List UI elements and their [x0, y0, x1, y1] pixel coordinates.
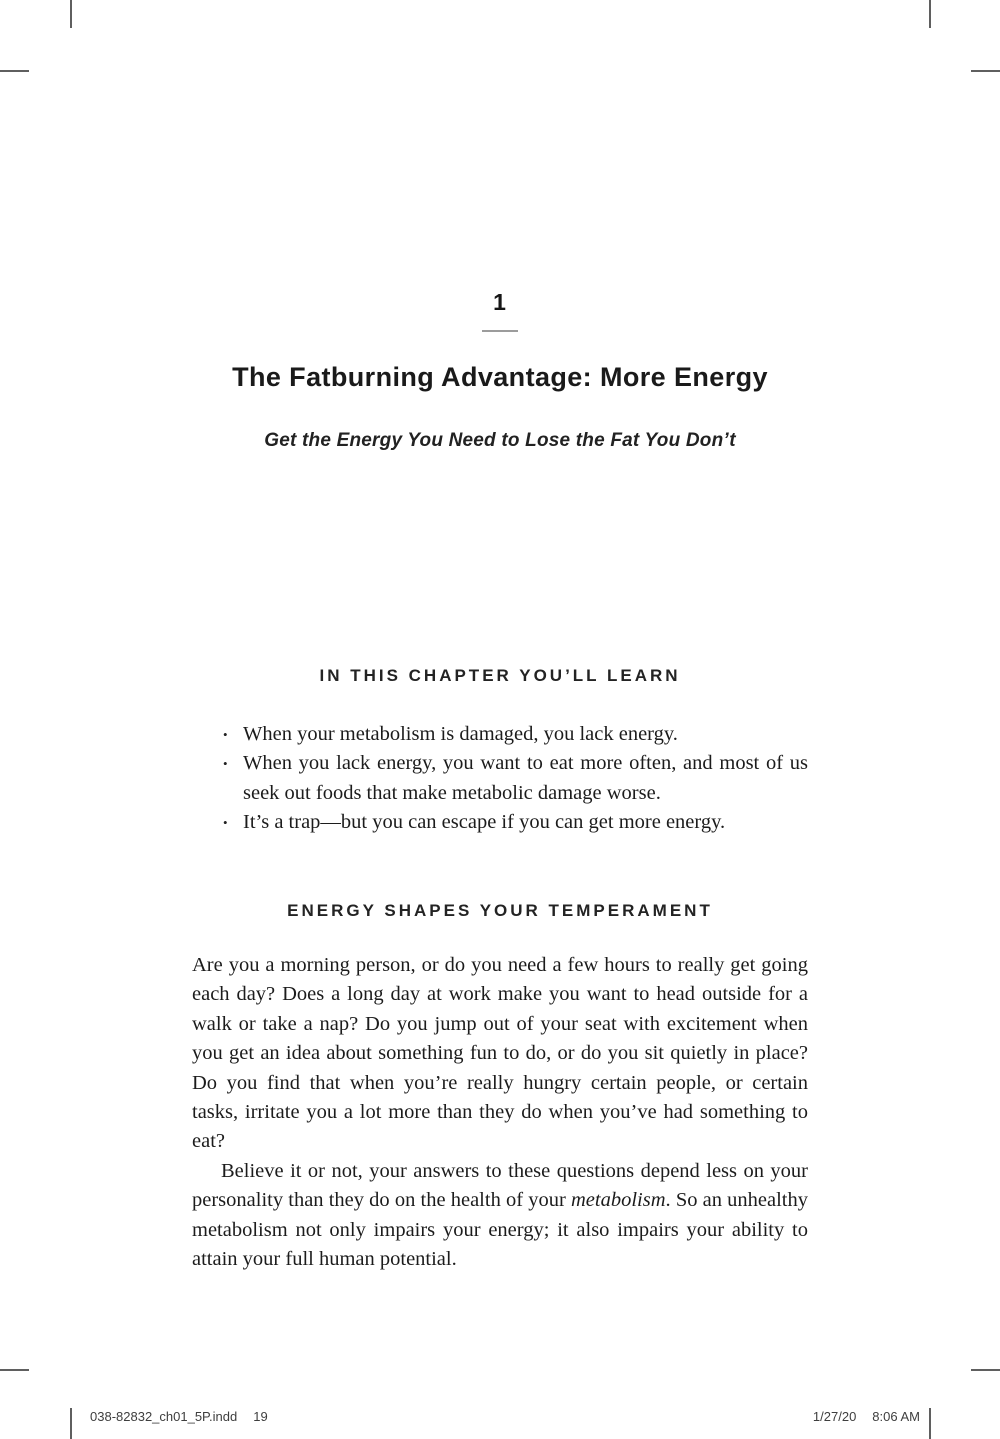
- footer-slug-left: [90, 1409, 268, 1424]
- learn-bullet-list: [192, 720, 808, 838]
- body-copy: [192, 951, 808, 1274]
- paragraph-text: Believe it or not, your answers to these questions depend less on your personality than they do on the health of your: [192, 1159, 808, 1212]
- bullet-icon: •: [223, 815, 228, 831]
- bullet-text: When your metabolism is damaged, you lack energy.: [243, 723, 678, 745]
- crop-mark-top-left-horizontal: [0, 70, 29, 72]
- paragraph: [192, 1157, 808, 1275]
- chapter-subtitle: Get the Energy You Need to Lose the Fat You Don’t: [264, 430, 736, 451]
- footer-file-name: 038-82832_ch01_5P.indd: [90, 1409, 238, 1424]
- chapter-number: 1: [493, 289, 507, 315]
- bullet-icon: •: [223, 727, 228, 742]
- list-item: [192, 749, 808, 808]
- chapter-number-rule: [482, 330, 518, 332]
- chapter-title: The Fatburning Advantage: More Energy: [232, 362, 768, 392]
- list-item: [192, 808, 808, 837]
- crop-mark-bottom-left-horizontal: [0, 1369, 29, 1371]
- paragraph-text: . So an unhealthy metabolism not only impairs your energy; it also impairs your ability to attain your full human potential.: [192, 1189, 809, 1271]
- footer-page-number: 19: [253, 1409, 268, 1424]
- bullet-text: When you lack energy, you want to eat more often, and most of us seek out foods that make metabolic damage worse.: [243, 752, 808, 804]
- italic-word: metabolism: [571, 1189, 666, 1212]
- temperament-section-heading: ENERGY SHAPES YOUR TEMPERAMENT: [287, 901, 713, 920]
- crop-mark-top-right-vertical: [929, 0, 931, 28]
- paragraph: Are you a morning person, or do you need a few hours to really get going each day? Does a long day at work make you want to head outside for a walk or take a nap? Do you jump out of your seat with excitement when you get an idea about something fun to do, or do you sit quietly in place? Do you find that when you’re really hungry certain people, or certain tasks, irritate you a lot more than they do when you’ve had something to eat?: [192, 954, 808, 1153]
- learn-section-heading: IN THIS CHAPTER YOU’LL LEARN: [319, 666, 681, 685]
- crop-mark-bottom-right-vertical: [929, 1408, 931, 1439]
- crop-mark-top-left-vertical: [70, 0, 72, 28]
- crop-mark-bottom-right-horizontal: [971, 1369, 1000, 1371]
- footer-time: 8:06 AM: [872, 1409, 920, 1424]
- crop-mark-top-right-horizontal: [971, 70, 1000, 72]
- bullet-icon: •: [223, 756, 228, 772]
- bullet-text: It’s a trap—but you can escape if you can get more energy.: [243, 811, 726, 834]
- footer-slug-right: [813, 1409, 920, 1424]
- list-item: [192, 720, 808, 749]
- footer-date: 1/27/20: [812, 1409, 857, 1424]
- crop-mark-bottom-left-vertical: [70, 1408, 72, 1439]
